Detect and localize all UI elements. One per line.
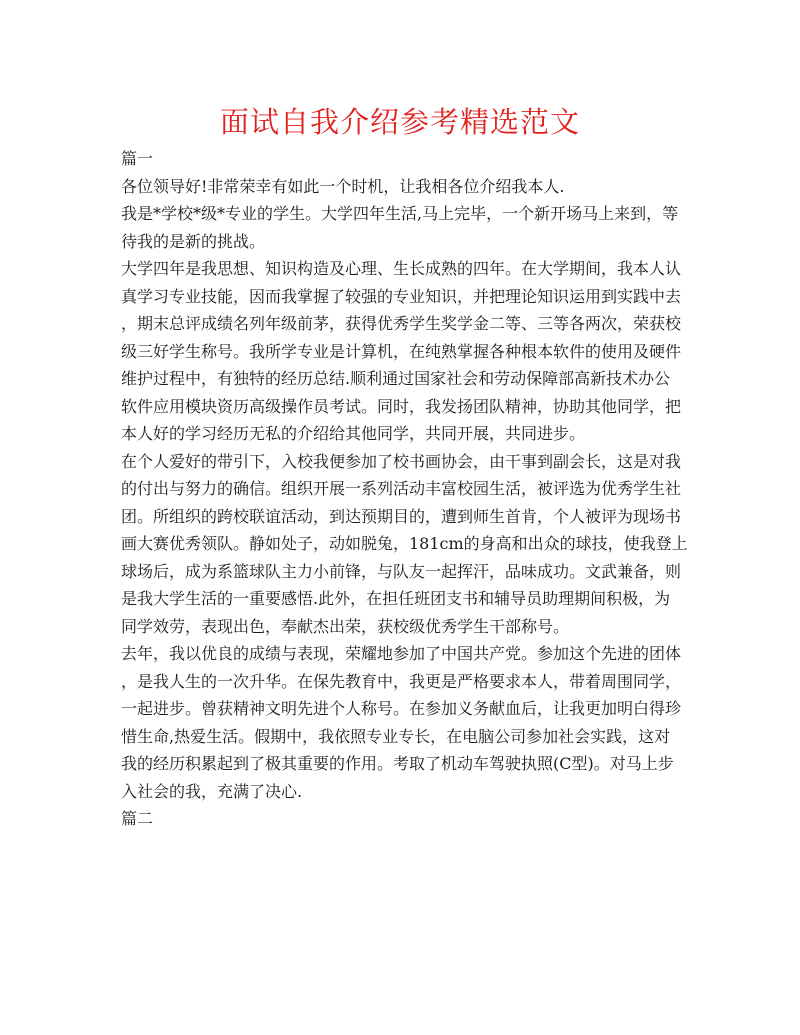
text-line: 的付出与努力的确信。组织开展一系列活动丰富校园生活，被评选为优秀学生社	[121, 479, 682, 498]
text-line: 级三好学生称号。我所学专业是计算机，在纯熟掌握各种根本软件的使用及硬件	[121, 341, 682, 361]
text-line: 软件应用模块资历高级操作员考试。同时，我发扬团队精神，协助其他同学，把	[121, 396, 682, 416]
text-line: 我的经历积累起到了极其重要的作用。考取了机动车驾驶执照(C型)。对马上步	[121, 754, 674, 773]
text-line: 在个人爱好的带引下，入校我便参加了校书画协会，由干事到副会长，这是对我	[121, 451, 682, 471]
text-line: 各位领导好!非常荣幸有如此一个时机，让我相各位介绍我本人.	[121, 176, 565, 196]
text-line: 本人好的学习经历无私的介绍给其他同学，共同开展，共同进步。	[121, 424, 586, 443]
text-line: 团。所组织的跨校联谊活动，到达预期目的，遭到师生首肯，个人被评为现场书	[121, 506, 682, 526]
text-line: ，期末总评成绩名列年级前茅，获得优秀学生奖学金二等、三等各两次，荣获校	[121, 314, 682, 333]
text-line: 同学效劳，表现出色，奉献杰出荣，获校级优秀学生干部称号。	[121, 616, 570, 636]
text-line: 维护过程中，有独特的经历总结.顺利通过国家社会和劳动保障部高新技术办公	[121, 369, 671, 388]
document-title: 面试自我介绍参考精选范文	[219, 105, 580, 139]
text-line: 是我大学生活的一重要感悟.此外，在担任班团支书和辅导员助理期间积极，为	[121, 589, 671, 608]
text-line: 真学习专业技能，因而我掌握了较强的专业知识，并把理论知识运用到实践中去	[121, 286, 682, 306]
text-line: 入社会的我，充满了决心.	[121, 781, 303, 801]
text-line: 我是*学校*级*专业的学生。大学四年生活,马上完毕，一个新开场马上来到，等	[121, 204, 679, 223]
text-line: 去年，我以优良的成绩与表现，荣耀地参加了中国共产党。参加这个先进的团体	[121, 644, 682, 663]
document-body	[121, 145, 688, 833]
text-line: 待我的是新的挑战。	[121, 231, 266, 251]
text-line: 惜生命,热爱生活。假期中，我依照专业专长，在电脑公司参加社会实践，这对	[121, 726, 671, 746]
text-line: 大学四年是我思想、知识构造及心理、生长成熟的四年。在大学期间，我本人认	[121, 259, 682, 278]
text-line: 篇一	[121, 149, 154, 168]
text-line: ，是我人生的一次升华。在保先教育中，我更是严格要求本人，带着周围同学，	[121, 671, 682, 691]
text-line: 画大赛优秀领队。静如处子，动如脱兔，181cm的身高和出众的球技，使我登上	[121, 534, 688, 553]
text-line: 篇二	[121, 809, 154, 828]
text-line: 球场后，成为系篮球队主力小前锋，与队友一起挥汗，品味成功。文武兼备，则	[121, 561, 682, 581]
text-line: 一起进步。曾获精神文明先进个人称号。在参加义务献血后，让我更加明白得珍	[121, 699, 682, 718]
